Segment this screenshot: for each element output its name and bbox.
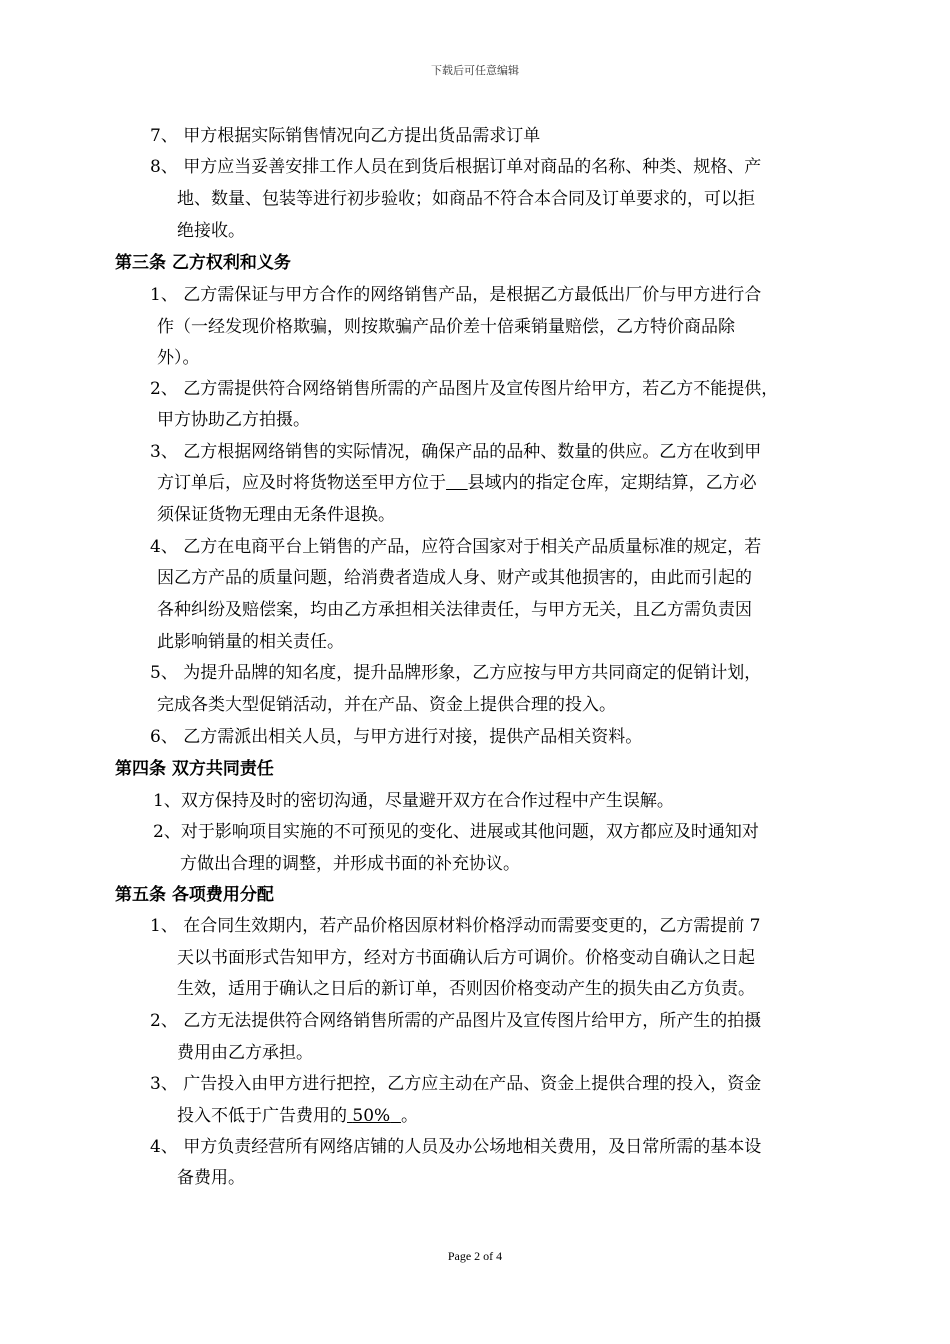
s5-item-3-line-2a: 投入不低于广告费用的 — [177, 1106, 347, 1126]
s3-item-5-line-1: 5、 为提升品牌的知名度，提升品牌形象，乙方应按与甲方共同商定的促销计划， — [150, 663, 762, 683]
s3-item-1-line-2: 作（一经发现价格欺骗，则按欺骗产品价差十倍乘销量赔偿，乙方特价商品除 — [157, 317, 735, 337]
s3-item-3-line-1: 3、 乙方根据网络销售的实际情况，确保产品的品种、数量的供应。乙方在收到甲 — [150, 442, 762, 462]
s5-item-1-line-3: 生效，适用于确认之日后的新订单，否则因价格变动产生的损失由乙方负责。 — [177, 979, 755, 999]
s3-item-6-line-1: 6、 乙方需派出相关人员，与甲方进行对接，提供产品相关资料。 — [150, 727, 643, 747]
s3-item-4-line-4: 此影响销量的相关责任。 — [157, 632, 344, 652]
clause-8-line-2: 地、数量、包装等进行初步验收；如商品不符合本合同及订单要求的，可以拒 — [177, 189, 755, 209]
s4-item-2-line-2: 方做出合理的调整，并形成书面的补充协议。 — [180, 854, 520, 874]
s5-item-2-line-1: 2、 乙方无法提供符合网络销售所需的产品图片及宣传图片给甲方，所产生的拍摄 — [150, 1011, 762, 1031]
s3-item-3-line-2 — [157, 471, 757, 495]
s3-item-2-line-2: 甲方协助乙方拍摄。 — [157, 410, 310, 430]
s5-item-3-line-1: 3、 广告投入由甲方进行把控，乙方应主动在产品、资金上提供合理的投入，资金 — [150, 1074, 762, 1094]
s3-item-3-line-3: 须保证货物无理由无条件退换。 — [157, 505, 395, 525]
s5-item-4-line-2: 备费用。 — [177, 1168, 245, 1188]
s3-item-4-line-2: 因乙方产品的质量问题，给消费者造成人身、财产或其他损害的，由此而引起的 — [157, 568, 752, 588]
section-5-title: 第五条 各项费用分配 — [115, 885, 274, 905]
page-header: 下载后可任意编辑 — [431, 64, 519, 77]
s3-item-2-line-1: 2、 乙方需提供符合网络销售所需的产品图片及宣传图片给甲方，若乙方不能提供， — [150, 379, 779, 399]
s4-item-1-line-1: 1、双方保持及时的密切沟通，尽量避开双方在合作过程中产生误解。 — [153, 791, 674, 811]
s3-item-3-line-2b: 县域内的指定仓库，定期结算，乙方必 — [467, 473, 757, 493]
s3-item-1-line-1: 1、 乙方需保证与甲方合作的网络销售产品，是根据乙方最低出厂价与甲方进行合 — [150, 285, 762, 305]
s3-item-5-line-2: 完成各类大型促销活动，并在产品、资金上提供合理的投入。 — [157, 695, 616, 715]
s5-item-4-line-1: 4、 甲方负责经营所有网络店铺的人员及办公场地相关费用，及日常所需的基本设 — [150, 1137, 762, 1157]
percentage-value: 50% — [352, 1106, 391, 1126]
clause-7-line-1: 7、 甲方根据实际销售情况向乙方提出货品需求订单 — [150, 126, 541, 146]
blank-field — [446, 473, 468, 493]
s5-item-3-line-2b: 。 — [401, 1106, 419, 1126]
clause-8-line-1: 8、 甲方应当妥善安排工作人员在到货后根据订单对商品的名称、种类、规格、产 — [150, 157, 762, 177]
s3-item-4-line-1: 4、 乙方在电商平台上销售的产品，应符合国家对于相关产品质量标准的规定，若 — [150, 537, 762, 557]
clause-8-line-3: 绝接收。 — [177, 221, 245, 241]
s3-item-1-line-3: 外）。 — [157, 348, 200, 368]
s3-item-3-line-2a: 方订单后，应及时将货物送至甲方位于 — [157, 473, 446, 493]
section-3-title: 第三条 乙方权利和义务 — [115, 253, 291, 273]
page-footer: Page 2 of 4 — [447, 1249, 503, 1263]
s5-item-1-line-2: 天以书面形式告知甲方，经对方书面确认后方可调价。价格变动自确认之日起 — [177, 948, 755, 968]
section-4-title: 第四条 双方共同责任 — [115, 759, 274, 779]
s5-item-1-line-1: 1、 在合同生效期内，若产品价格因原材料价格浮动而需要变更的，乙方需提前 7 — [150, 916, 761, 936]
s5-item-2-line-2: 费用由乙方承担。 — [177, 1043, 313, 1063]
s5-item-3-line-2 — [177, 1104, 418, 1128]
s3-item-4-line-3: 各种纠纷及赔偿案，均由乙方承担相关法律责任，与甲方无关，且乙方需负责因 — [157, 600, 752, 620]
s4-item-2-line-1: 2、对于影响项目实施的不可预见的变化、进展或其他问题，双方都应及时通知对 — [153, 822, 759, 842]
